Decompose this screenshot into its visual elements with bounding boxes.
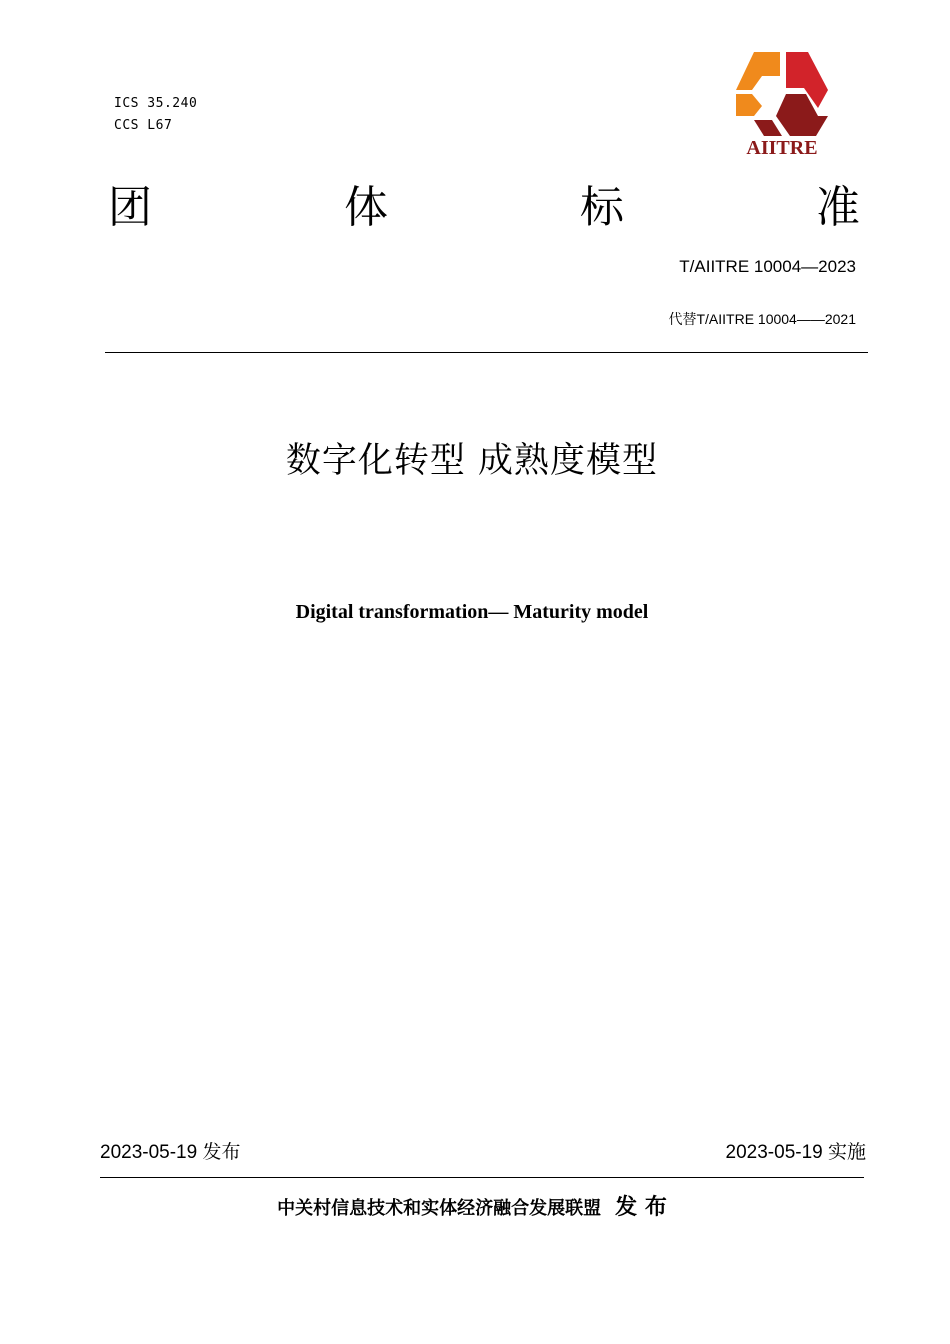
publisher-name: 中关村信息技术和实体经济融合发展联盟: [277, 1198, 602, 1219]
header-char-2: 体: [344, 182, 388, 233]
ics-code: ICS 35.240: [114, 96, 198, 111]
replaces-standard: 代替T/AIITRE 10004——2021: [668, 311, 856, 327]
aiitre-logo: [732, 50, 832, 160]
ccs-code: CCS L67: [114, 118, 173, 133]
title-english: Digital transformation— Maturity model: [295, 601, 649, 623]
standard-number: T/AIITRE 10004—2023: [679, 257, 856, 276]
logo-text: AIITRE: [746, 137, 818, 159]
implementation-date: 2023-05-19 实施: [725, 1142, 866, 1163]
publish-date: 2023-05-19 发布: [100, 1142, 241, 1163]
title-chinese: 数字化转型 成熟度模型: [285, 441, 659, 481]
header-char-4: 准: [816, 182, 860, 233]
publisher-action: 发 布: [615, 1195, 667, 1220]
header-char-1: 团: [108, 182, 152, 233]
bottom-divider: [100, 1177, 864, 1178]
header-char-3: 标: [580, 182, 624, 233]
publisher: [0, 1194, 944, 1223]
top-divider: [105, 352, 868, 353]
